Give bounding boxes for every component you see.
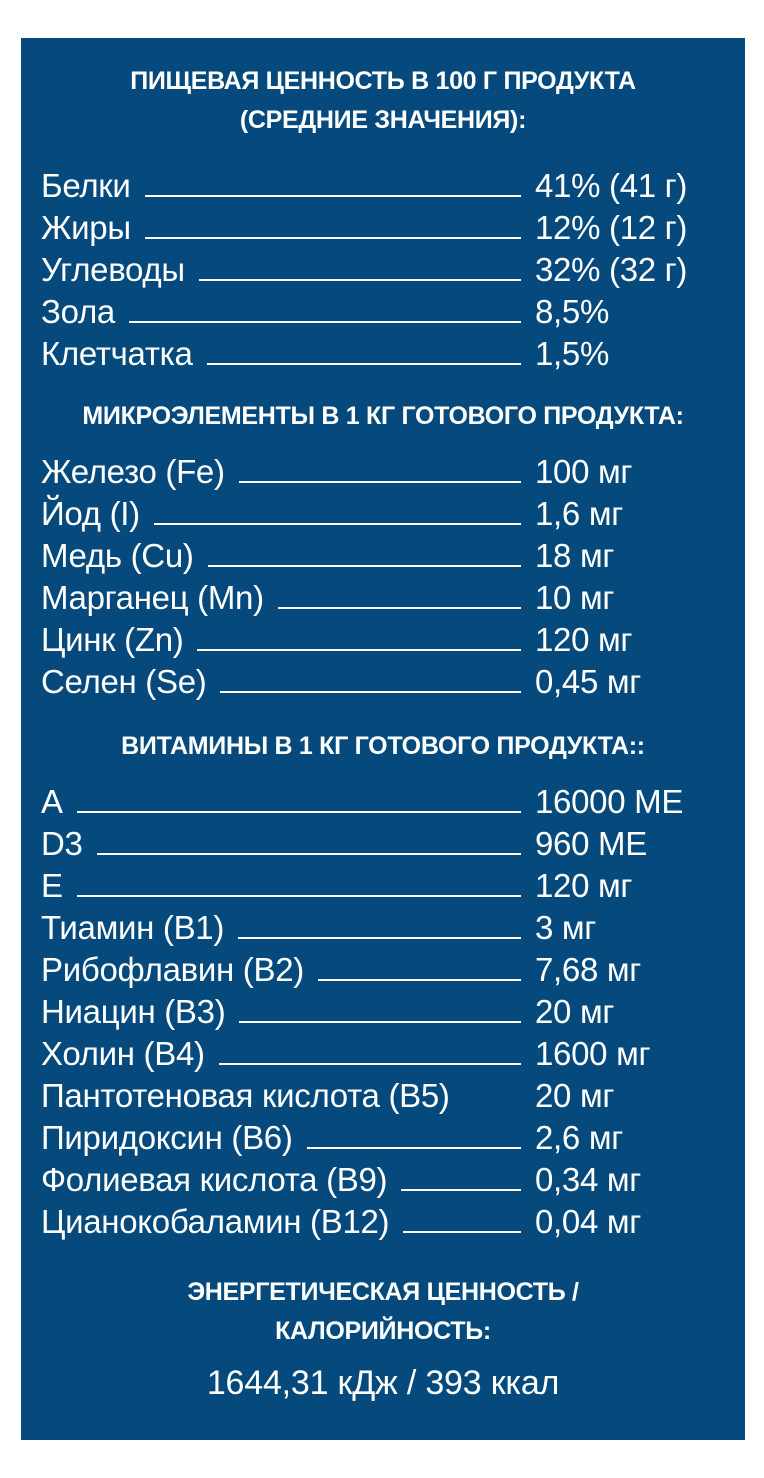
nutrition-row <box>21 249 745 291</box>
energy-heading-line1: ЭНЕРГЕТИЧЕСКАЯ ЦЕННОСТЬ / <box>187 1278 579 1306</box>
nutrition-heading <box>21 62 745 140</box>
mineral-row <box>21 535 745 577</box>
nutrient-label: Клетчатка <box>41 335 193 372</box>
mineral-row <box>21 619 745 661</box>
vitamin-label: Пиридоксин (B6) <box>41 1119 293 1156</box>
vitamin-value: 0,04 мг <box>535 1203 642 1240</box>
mineral-label: Цинк (Zn) <box>41 621 184 658</box>
mineral-label: Марганец (Mn) <box>41 579 264 616</box>
nutrient-label: Жиры <box>41 209 131 246</box>
vitamin-label: Холин (B4) <box>41 1035 205 1072</box>
vitamin-row <box>21 865 745 907</box>
minerals-heading: МИКРОЭЛЕМЕНТЫ В 1 КГ ГОТОВОГО ПРОДУКТА: <box>82 402 684 430</box>
vitamin-row <box>21 781 745 823</box>
mineral-label: Селен (Se) <box>41 663 207 700</box>
nutrition-row <box>21 165 745 207</box>
vitamin-row <box>21 1201 745 1243</box>
nutrient-value: 1,5% <box>535 335 610 372</box>
nutrition-row <box>21 207 745 249</box>
leader-line <box>197 649 521 651</box>
mineral-row <box>21 451 745 493</box>
leader-line <box>77 811 521 813</box>
leader-line <box>129 321 521 323</box>
vitamin-row <box>21 823 745 865</box>
mineral-value: 10 мг <box>535 579 615 616</box>
nutrition-row <box>21 333 745 375</box>
leader-line <box>154 523 521 525</box>
energy-heading-line2: КАЛОРИЙНОСТЬ: <box>275 1317 491 1345</box>
mineral-value: 18 мг <box>535 537 615 574</box>
mineral-value: 120 мг <box>535 621 633 658</box>
vitamin-label: Рибофлавин (B2) <box>41 951 304 988</box>
vitamin-row <box>21 907 745 949</box>
mineral-row <box>21 493 745 535</box>
vitamin-row <box>21 949 745 991</box>
nutrient-value: 32% (32 г) <box>535 251 688 288</box>
nutrient-value: 41% (41 г) <box>535 167 688 204</box>
nutrient-label: Белки <box>41 167 131 204</box>
vitamin-label: A <box>41 783 63 820</box>
mineral-value: 1,6 мг <box>535 495 623 532</box>
leader-line <box>97 853 521 855</box>
vitamin-label: Фолиевая кислота (B9) <box>41 1161 388 1198</box>
vitamin-value: 1600 мг <box>535 1035 651 1072</box>
vitamin-value: 16000 МЕ <box>535 783 684 820</box>
mineral-value: 0,45 мг <box>535 663 642 700</box>
mineral-label: Железо (Fe) <box>41 453 225 490</box>
vitamin-value: 960 МЕ <box>535 825 647 862</box>
vitamin-value: 20 мг <box>535 1077 615 1114</box>
energy-value: 1644,31 кДж / 393 ккал <box>206 1364 560 1402</box>
vitamin-value: 3 мг <box>535 909 597 946</box>
leader-line <box>401 1189 521 1191</box>
vitamins-heading: ВИТАМИНЫ В 1 КГ ГОТОВОГО ПРОДУКТА:: <box>121 732 645 760</box>
leader-line <box>239 481 521 483</box>
vitamin-label: E <box>41 867 63 904</box>
vitamin-label: Пантотеновая кислота (B5) <box>41 1077 450 1114</box>
leader-line <box>238 937 521 939</box>
vitamin-row <box>21 1117 745 1159</box>
nutrition-heading-line2: (СРЕДНИЕ ЗНАЧЕНИЯ): <box>239 106 527 134</box>
leader-line <box>307 1147 521 1149</box>
nutrient-label: Углеводы <box>41 251 185 288</box>
mineral-row <box>21 577 745 619</box>
vitamin-value: 120 мг <box>535 867 633 904</box>
leader-line <box>403 1231 521 1233</box>
vitamin-value: 0,34 мг <box>535 1161 642 1198</box>
nutrient-value: 8,5% <box>535 293 610 330</box>
vitamin-row <box>21 1033 745 1075</box>
leader-line <box>220 691 521 693</box>
leader-line <box>318 979 521 981</box>
nutrient-value: 12% (12 г) <box>535 209 688 246</box>
vitamin-label: Ниацин (B3) <box>41 993 226 1030</box>
vitamin-label: Цианокобаламин (B12) <box>41 1203 390 1240</box>
vitamin-value: 7,68 мг <box>535 951 642 988</box>
leader-line <box>278 607 521 609</box>
vitamin-row <box>21 1159 745 1201</box>
vitamin-label: Тиамин (B1) <box>41 909 225 946</box>
leader-line <box>208 565 521 567</box>
mineral-row <box>21 661 745 703</box>
leader-line <box>145 195 521 197</box>
nutrient-label: Зола <box>41 293 115 330</box>
mineral-value: 100 мг <box>535 453 633 490</box>
vitamin-value: 20 мг <box>535 993 615 1030</box>
leader-line <box>219 1063 521 1065</box>
leader-line <box>239 1021 521 1023</box>
leader-line <box>199 279 521 281</box>
nutrition-panel <box>21 38 745 1440</box>
vitamin-row <box>21 991 745 1033</box>
vitamin-value: 2,6 мг <box>535 1119 623 1156</box>
mineral-label: Йод (I) <box>41 495 140 532</box>
energy-heading <box>21 1273 745 1351</box>
mineral-label: Медь (Cu) <box>41 537 194 574</box>
nutrition-row <box>21 291 745 333</box>
vitamin-row <box>21 1075 745 1117</box>
vitamin-label: D3 <box>41 825 83 862</box>
nutrition-heading-line1: ПИЩЕВАЯ ЦЕННОСТЬ В 100 Г ПРОДУКТА <box>130 67 636 95</box>
leader-line <box>77 895 521 897</box>
leader-line <box>207 363 521 365</box>
leader-line <box>145 237 521 239</box>
